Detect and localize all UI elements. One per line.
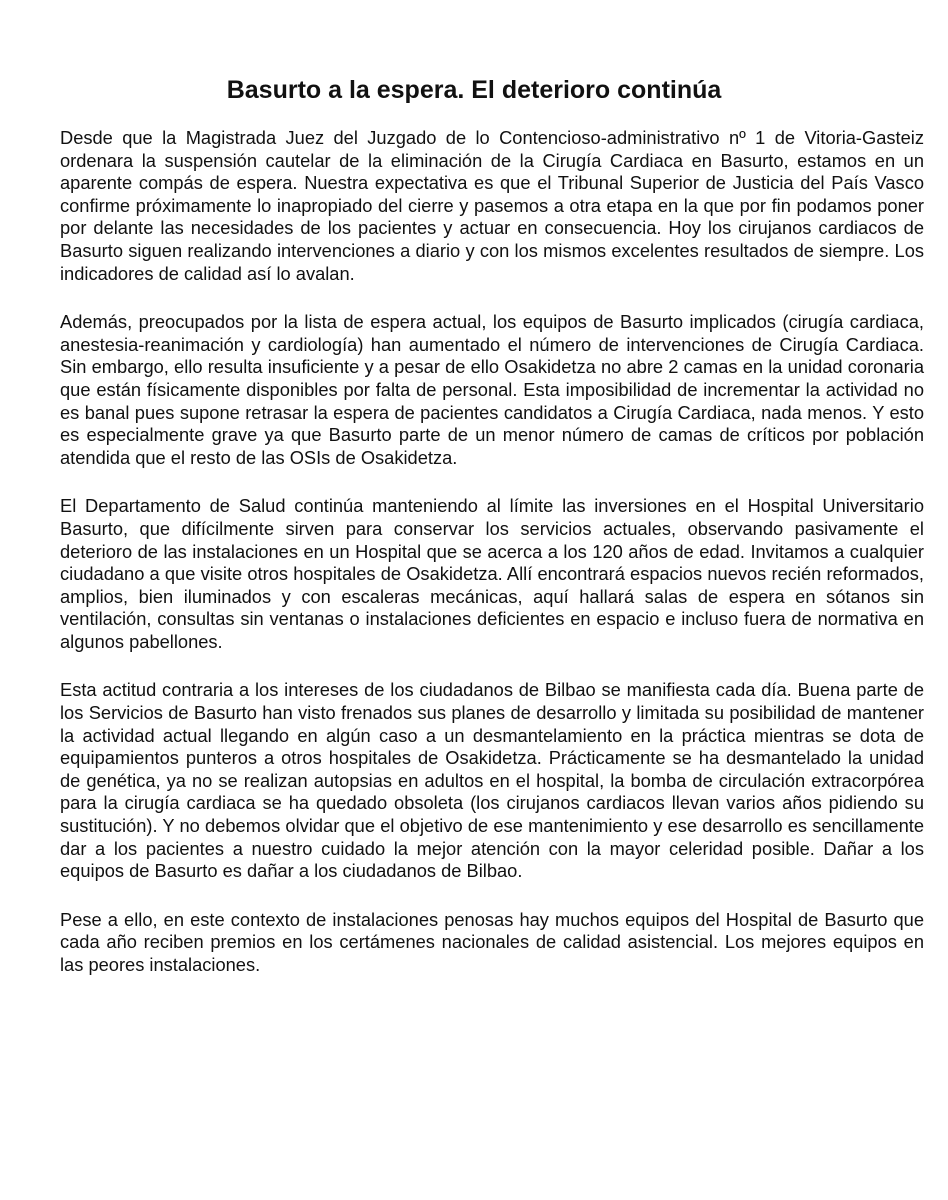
paragraph-court-suspension: Desde que la Magistrada Juez del Juzgado de lo Contencioso-administrativo nº 1 de Vitoria-Gasteiz ordenara la suspensión cautelar de la eliminación de la Cirugía Cardiaca en Basurto, estamos en un aparente compás de espera. Nuestra expectativa es que el Tribunal Superior de Justicia del País Vasco confirme próximamente lo inapropiado del cierre y pasemos a otra etapa en la que por fin podamos poner por delante las necesidades de los pacientes y actuar en consecuencia. Hoy los cirujanos cardiacos de Basurto siguen realizando intervenciones a diario y con los mismos excelentes resultados de siempre. Los indicadores de calidad así lo avalan. [60, 127, 924, 284]
paragraph-attitude-bilbao: Esta actitud contraria a los intereses de los ciudadanos de Bilbao se manifiesta cada día. Buena parte de los Servicios de Basurto han visto frenados sus planes de desarrollo y limitada su posibilidad de mantener la actividad actual llegando en algún caso a un desmantelamiento en la práctica mientras se dota de equipamientos punteros a otros hospitales de Osakidetza. Prácticamente se ha desmantelado la unidad de genética, ya no se realizan autopsias en adultos en el hospital, la bomba de circulación extracorpórea para la cirugía cardiaca se ha quedado obsoleta (los cirujanos cardiacos llevan varios años pidiendo su sustitución). Y no debemos olvidar que el objetivo de ese mantenimiento y ese desarrollo es sencillamente dar a los pacientes a nuestro cuidado la mejor atención con la mayor celeridad posible. Dañar a los equipos de Basurto es dañar a los ciudadanos de Bilbao. [60, 679, 924, 882]
paragraph-quality-awards: Pese a ello, en este contexto de instalaciones penosas hay muchos equipos del Hospital de Basurto que cada año reciben premios en los certámenes nacionales de calidad asistencial. Los mejores equipos en las peores instalaciones. [60, 908, 924, 975]
paragraph-waiting-list: Además, preocupados por la lista de espera actual, los equipos de Basurto implicados (cirugía cardiaca, anestesia-reanimación y cardiología) han aumentado el número de intervenciones de Cirugía Cardiaca. Sin embargo, ello resulta insuficiente y a pesar de ello Osakidetza no abre 2 camas en la unidad coronaria que están físicamente disponibles por falta de personal. Esta imposibilidad de incrementar la actividad no es banal pues supone retrasar la espera de pacientes candidatos a Cirugía Cardiaca, nada menos. Y esto es especialmente grave ya que Basurto parte de un menor número de camas de críticos por población atendida que el resto de las OSIs de Osakidetza. [60, 311, 924, 468]
paragraph-health-department-investments: El Departamento de Salud continúa manteniendo al límite las inversiones en el Hospital Universitario Basurto, que difícilmente sirven para conservar los servicios actuales, observando pasivamente el deterioro de las instalaciones en un Hospital que se acerca a los 120 años de edad. Invitamos a cualquier ciudadano a que visite otros hospitales de Osakidetza. Allí encontrará espacios nuevos recién reformados, amplios, bien iluminados y con escaleras mecánicas, aquí hallará salas de espera en sótanos sin ventilación, consultas sin ventanas o instalaciones deficientes en espacio e incluso fuera de normativa en algunos pabellones. [60, 495, 924, 652]
document-body [60, 127, 924, 1003]
document-title: Basurto a la espera. El deterioro continúa [226, 76, 722, 104]
